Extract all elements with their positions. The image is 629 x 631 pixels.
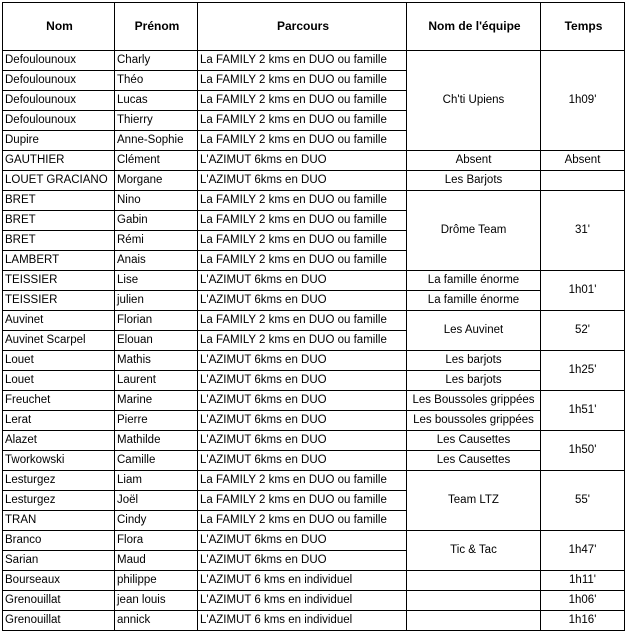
- cell-prenom: Morgane: [115, 171, 198, 191]
- cell-parcours: L'AZIMUT 6kms en DUO: [198, 291, 407, 311]
- cell-nom: Tworkowski: [3, 451, 115, 471]
- cell-equipe: Les Causettes: [407, 431, 541, 451]
- cell-temps: 1h09': [541, 51, 625, 151]
- cell-parcours: La FAMILY 2 kms en DUO ou famille: [198, 111, 407, 131]
- cell-nom: Defoulounoux: [3, 71, 115, 91]
- cell-nom: Lerat: [3, 411, 115, 431]
- cell-nom: Grenouillat: [3, 611, 115, 631]
- cell-parcours: La FAMILY 2 kms en DUO ou famille: [198, 251, 407, 271]
- cell-nom: Defoulounoux: [3, 91, 115, 111]
- cell-parcours: La FAMILY 2 kms en DUO ou famille: [198, 51, 407, 71]
- table-row: [3, 271, 625, 291]
- header-row: [3, 3, 625, 51]
- cell-prenom: philippe: [115, 571, 198, 591]
- cell-temps: Absent: [541, 151, 625, 171]
- table-row: [3, 351, 625, 371]
- table-row: [3, 391, 625, 411]
- cell-nom: BRET: [3, 191, 115, 211]
- cell-prenom: Laurent: [115, 371, 198, 391]
- cell-parcours: La FAMILY 2 kms en DUO ou famille: [198, 311, 407, 331]
- cell-prenom: jean louis: [115, 591, 198, 611]
- cell-prenom: Nino: [115, 191, 198, 211]
- cell-temps: 31': [541, 191, 625, 271]
- cell-prenom: Lucas: [115, 91, 198, 111]
- cell-parcours: La FAMILY 2 kms en DUO ou famille: [198, 131, 407, 151]
- cell-equipe: Les barjots: [407, 351, 541, 371]
- cell-nom: Lesturgez: [3, 491, 115, 511]
- cell-nom: Bourseaux: [3, 571, 115, 591]
- cell-parcours: La FAMILY 2 kms en DUO ou famille: [198, 191, 407, 211]
- cell-nom: Auvinet: [3, 311, 115, 331]
- cell-parcours: La FAMILY 2 kms en DUO ou famille: [198, 231, 407, 251]
- table-body: [3, 51, 625, 631]
- cell-prenom: Camille: [115, 451, 198, 471]
- cell-parcours: La FAMILY 2 kms en DUO ou famille: [198, 71, 407, 91]
- cell-equipe: Les boussoles grippées: [407, 411, 541, 431]
- cell-parcours: L'AZIMUT 6kms en DUO: [198, 531, 407, 551]
- cell-parcours: L'AZIMUT 6kms en DUO: [198, 551, 407, 571]
- cell-prenom: Gabin: [115, 211, 198, 231]
- table-row: [3, 471, 625, 491]
- cell-temps: 1h11': [541, 571, 625, 591]
- cell-parcours: La FAMILY 2 kms en DUO ou famille: [198, 211, 407, 231]
- cell-parcours: L'AZIMUT 6 kms en individuel: [198, 591, 407, 611]
- cell-equipe: Les Boussoles grippées: [407, 391, 541, 411]
- cell-temps: 52': [541, 311, 625, 351]
- cell-nom: Lesturgez: [3, 471, 115, 491]
- header-parcours: Parcours: [198, 3, 407, 51]
- cell-equipe: Drôme Team: [407, 191, 541, 271]
- table-row: [3, 311, 625, 331]
- cell-temps: [541, 171, 625, 191]
- cell-equipe: La famille énorme: [407, 271, 541, 291]
- cell-parcours: La FAMILY 2 kms en DUO ou famille: [198, 511, 407, 531]
- cell-temps: 1h50': [541, 431, 625, 471]
- cell-equipe: Tic & Tac: [407, 531, 541, 571]
- cell-temps: 1h06': [541, 591, 625, 611]
- cell-nom: Dupire: [3, 131, 115, 151]
- cell-temps: 1h51': [541, 391, 625, 431]
- table-row: [3, 51, 625, 71]
- table-row: [3, 591, 625, 611]
- cell-prenom: Lise: [115, 271, 198, 291]
- cell-temps: 1h16': [541, 611, 625, 631]
- cell-parcours: L'AZIMUT 6kms en DUO: [198, 271, 407, 291]
- cell-nom: BRET: [3, 231, 115, 251]
- cell-prenom: Marine: [115, 391, 198, 411]
- cell-prenom: Rémi: [115, 231, 198, 251]
- header-equipe: Nom de l'équipe: [407, 3, 541, 51]
- table-row: [3, 531, 625, 551]
- cell-nom: TRAN: [3, 511, 115, 531]
- cell-equipe: Les Causettes: [407, 451, 541, 471]
- cell-nom: Branco: [3, 531, 115, 551]
- cell-temps: 1h47': [541, 531, 625, 571]
- cell-prenom: Florian: [115, 311, 198, 331]
- cell-equipe: Absent: [407, 151, 541, 171]
- table-row: [3, 151, 625, 171]
- cell-prenom: annick: [115, 611, 198, 631]
- cell-parcours: L'AZIMUT 6 kms en individuel: [198, 611, 407, 631]
- cell-prenom: Maud: [115, 551, 198, 571]
- cell-prenom: Mathilde: [115, 431, 198, 451]
- cell-prenom: Flora: [115, 531, 198, 551]
- cell-parcours: L'AZIMUT 6kms en DUO: [198, 171, 407, 191]
- cell-nom: Freuchet: [3, 391, 115, 411]
- table-row: [3, 171, 625, 191]
- header-temps: Temps: [541, 3, 625, 51]
- cell-prenom: Elouan: [115, 331, 198, 351]
- cell-nom: Alazet: [3, 431, 115, 451]
- cell-equipe: Ch'ti Upiens: [407, 51, 541, 151]
- cell-parcours: L'AZIMUT 6 kms en individuel: [198, 571, 407, 591]
- cell-prenom: Clément: [115, 151, 198, 171]
- cell-nom: Defoulounoux: [3, 111, 115, 131]
- cell-nom: BRET: [3, 211, 115, 231]
- cell-equipe: La famille énorme: [407, 291, 541, 311]
- cell-temps: 55': [541, 471, 625, 531]
- cell-prenom: Mathis: [115, 351, 198, 371]
- results-table: [2, 2, 625, 631]
- cell-nom: Grenouillat: [3, 591, 115, 611]
- cell-nom: LAMBERT: [3, 251, 115, 271]
- cell-prenom: Cindy: [115, 511, 198, 531]
- cell-prenom: Joël: [115, 491, 198, 511]
- cell-prenom: Thierry: [115, 111, 198, 131]
- cell-prenom: Anne-Sophie: [115, 131, 198, 151]
- cell-equipe: [407, 571, 541, 591]
- cell-prenom: Anais: [115, 251, 198, 271]
- cell-equipe: Les barjots: [407, 371, 541, 391]
- cell-temps: 1h01': [541, 271, 625, 311]
- cell-prenom: Théo: [115, 71, 198, 91]
- table-row: [3, 371, 625, 391]
- table-row: [3, 411, 625, 431]
- cell-nom: Sarian: [3, 551, 115, 571]
- header-nom: Nom: [3, 3, 115, 51]
- cell-nom: Louet: [3, 351, 115, 371]
- cell-equipe: Team LTZ: [407, 471, 541, 531]
- table-row: [3, 571, 625, 591]
- table-row: [3, 291, 625, 311]
- cell-parcours: L'AZIMUT 6kms en DUO: [198, 371, 407, 391]
- cell-equipe: Les Barjots: [407, 171, 541, 191]
- cell-parcours: L'AZIMUT 6kms en DUO: [198, 391, 407, 411]
- cell-equipe: Les Auvinet: [407, 311, 541, 351]
- cell-equipe: [407, 591, 541, 611]
- cell-prenom: julien: [115, 291, 198, 311]
- cell-parcours: La FAMILY 2 kms en DUO ou famille: [198, 491, 407, 511]
- table-row: [3, 431, 625, 451]
- cell-nom: Auvinet Scarpel: [3, 331, 115, 351]
- cell-equipe: [407, 611, 541, 631]
- cell-nom: LOUET GRACIANO: [3, 171, 115, 191]
- cell-nom: Louet: [3, 371, 115, 391]
- cell-nom: GAUTHIER: [3, 151, 115, 171]
- cell-nom: Defoulounoux: [3, 51, 115, 71]
- cell-parcours: La FAMILY 2 kms en DUO ou famille: [198, 471, 407, 491]
- cell-prenom: Pierre: [115, 411, 198, 431]
- table-row: [3, 451, 625, 471]
- cell-parcours: La FAMILY 2 kms en DUO ou famille: [198, 331, 407, 351]
- cell-temps: 1h25': [541, 351, 625, 391]
- cell-parcours: L'AZIMUT 6kms en DUO: [198, 351, 407, 371]
- cell-parcours: L'AZIMUT 6kms en DUO: [198, 411, 407, 431]
- cell-prenom: Charly: [115, 51, 198, 71]
- cell-parcours: L'AZIMUT 6kms en DUO: [198, 451, 407, 471]
- table-row: [3, 191, 625, 211]
- cell-nom: TEISSIER: [3, 291, 115, 311]
- cell-nom: TEISSIER: [3, 271, 115, 291]
- cell-prenom: Liam: [115, 471, 198, 491]
- table-row: [3, 611, 625, 631]
- cell-parcours: La FAMILY 2 kms en DUO ou famille: [198, 91, 407, 111]
- header-prenom: Prénom: [115, 3, 198, 51]
- cell-parcours: L'AZIMUT 6kms en DUO: [198, 151, 407, 171]
- cell-parcours: L'AZIMUT 6kms en DUO: [198, 431, 407, 451]
